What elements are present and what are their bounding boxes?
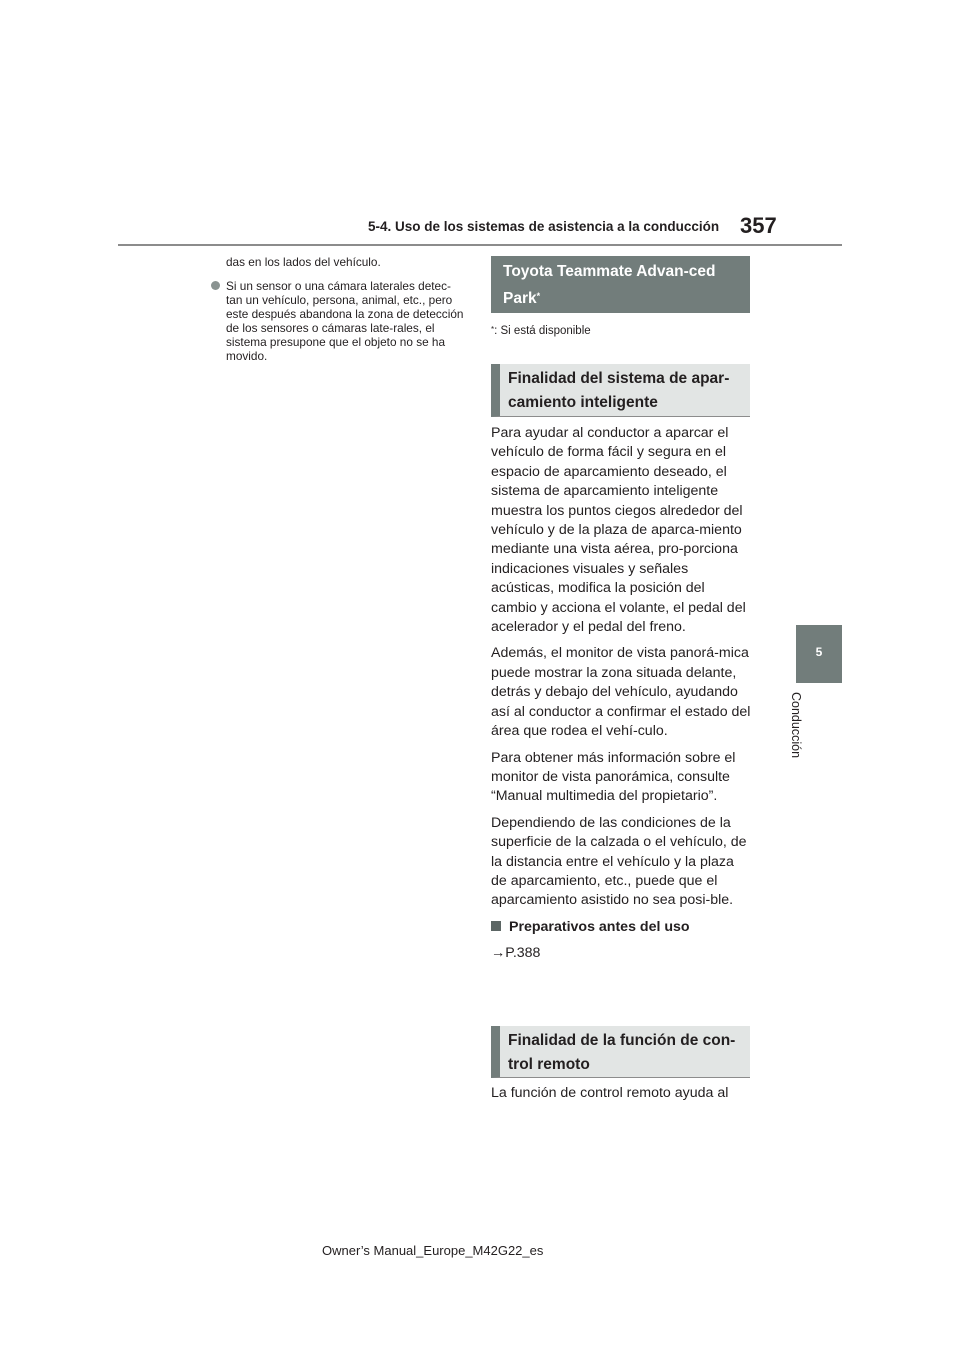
section-title-footnote-mark: * — [536, 291, 541, 301]
page-number: 357 — [740, 213, 777, 238]
square-bullet-icon — [491, 921, 501, 931]
chapter-number: 5 — [815, 645, 823, 659]
paragraph: Para obtener más información sobre el monitor de vista panorámica, consulte “Manual multimedia del propietario”. — [491, 749, 736, 805]
paragraph: Además, el monitor de vista panorá-mica puede mostrar la zona situada delante, detrás y debajo del vehículo, ayudando así al conductor a confirmar el estado del área que rodea el vehí-culo. — [491, 645, 751, 740]
subsection-title: Finalidad del sistema de apar-camiento inteligente — [508, 370, 730, 411]
section-title-text: Toyota Teammate Advan-ced Park — [503, 263, 716, 307]
body-text-block — [491, 424, 753, 971]
chapter-title: Conducción — [789, 692, 803, 759]
page-reference-link[interactable]: →P.388 — [491, 945, 541, 962]
preparation-heading — [491, 918, 753, 937]
subsection-title: Finalidad de la función de con-trol remoto — [508, 1032, 736, 1073]
continuation-text: das en los lados del vehículo. — [226, 255, 381, 269]
footnote-mark: * — [491, 325, 495, 334]
section-title — [491, 256, 750, 313]
footnote — [491, 325, 591, 337]
bullet-text: Si un sensor o una cámara laterales detec-tan un vehículo, persona, animal, etc., pero este después abandona la zona de detección de los sensores o cámaras late-rales, el sistema presupone que el objeto no se ha movido. — [226, 279, 464, 363]
footer-document-id: Owner’s Manual_Europe_M42G22_es — [322, 1243, 544, 1258]
subsection-heading-remote-control — [491, 1026, 750, 1078]
bullet-item — [226, 279, 467, 363]
paragraph: Para ayudar al conductor a aparcar el vehículo de forma fácil y segura en el espacio de aparcamiento deseado, el sistema de aparcamiento inteligente muestra los puntos ciegos alrededor del vehículo y de la plaza de aparca-miento mediante una vista aérea, pro-porciona indicaciones visuales y señales acústicas, modifica la posición del cambio y acciona el volante, el pedal del acelerador y el pedal del freno. — [491, 425, 746, 636]
subsection-heading-intelligent-parking — [491, 364, 750, 417]
preparation-heading-text: Preparativos antes del uso — [509, 918, 690, 935]
footnote-text: : Si está disponible — [494, 325, 591, 337]
header-divider — [118, 244, 842, 246]
left-column — [211, 255, 467, 363]
running-header-title: 5-4. Uso de los sistemas de asistencia a la conducción — [368, 219, 720, 234]
chapter-tab — [796, 625, 842, 683]
body-text-block-2 — [491, 1084, 753, 1110]
paragraph: La función de control remoto ayuda al — [491, 1085, 729, 1101]
paragraph: Dependiendo de las condiciones de la superficie de la calzada o el vehículo, de la distancia entre el vehículo y la plaza de aparcamiento, etc., puede que el aparcamiento asistido no sea posi-ble. — [491, 814, 747, 909]
